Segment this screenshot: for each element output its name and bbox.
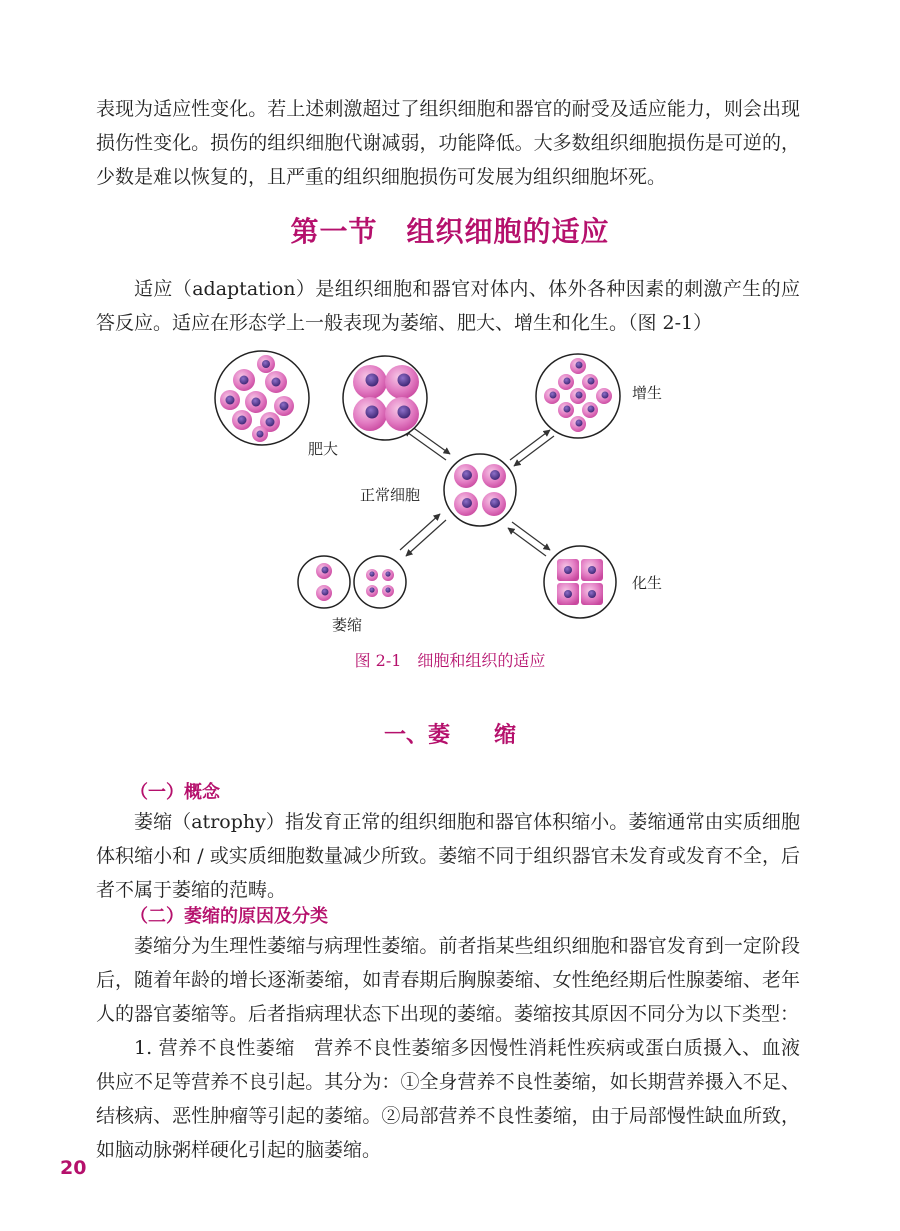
tissue-hypertrophy [343,356,427,440]
tissue-atrophy-b [354,556,406,608]
tissue-metaplasia [544,546,616,618]
concept-heading: （一）概念 [130,782,220,803]
tissue-normal [444,454,516,526]
adaptation-figure [200,342,700,672]
page-number: 20 [60,1157,87,1179]
section-title: 第一节 组织细胞的适应 [290,215,610,248]
intro-paragraph: 表现为适应性变化。若上述刺激超过了组织细胞和器官的耐受及适应能力，则会出现损伤性变化。损伤的组织细胞代谢减弱，功能降低。大多数组织细胞损伤是可逆的，少数是难以恢复的，且严重的组织细胞损伤可发展为组织细胞坏死。 [96,98,800,188]
label-hyperplasia: 增生 [632,384,663,402]
label-hypertrophy: 肥大 [308,440,339,458]
concept-paragraph: 萎缩（atrophy）指发育正常的组织细胞和器官体积缩小。萎缩通常由实质细胞体积缩小和 / 或实质细胞数量减少所致。萎缩不同于组织器官未发育或发育不全，后者不属于萎缩的范畴。 [96,811,800,901]
adaptation-diagram [200,342,700,642]
causes-heading: （二）萎缩的原因及分类 [130,906,328,927]
causes-paragraph: 萎缩分为生理性萎缩与病理性萎缩。前者指某些组织细胞和器官发育到一定阶段后，随着年龄的增长逐渐萎缩，如青春期后胸腺萎缩、女性绝经期后性腺萎缩、老年人的器官萎缩等。后者指病理状态下出现的萎缩。萎缩按其原因不同分为以下类型： [96,935,800,1025]
section-paragraph: 适应（adaptation）是组织细胞和器官对体内、体外各种因素的刺激产生的应答反应。适应在形态学上一般表现为萎缩、肥大、增生和化生。（图 2-1） [96,278,800,334]
figure-caption: 图 2-1 细胞和组织的适应 [354,651,546,670]
subsection-title: 一、萎 缩 [383,723,516,748]
label-normal: 正常细胞 [360,486,421,504]
label-atrophy: 萎缩 [332,616,363,634]
causes-item-1: 1. 营养不良性萎缩 营养不良性萎缩多因慢性消耗性疾病或蛋白质摄入、血液供应不足等营养不良引起。其分为：①全身营养不良性萎缩，如长期营养摄入不足、结核病、恶性肿瘤等引起的萎缩。②局部营养不良性萎缩，由于局部慢性缺血所致，如脑动脉粥样硬化引起的脑萎缩。 [96,1037,800,1161]
label-metaplasia: 化生 [632,574,663,592]
tissue-hyperplasia [536,354,620,438]
tissue-left-cluster [215,351,309,445]
tissue-atrophy-a [298,556,350,608]
